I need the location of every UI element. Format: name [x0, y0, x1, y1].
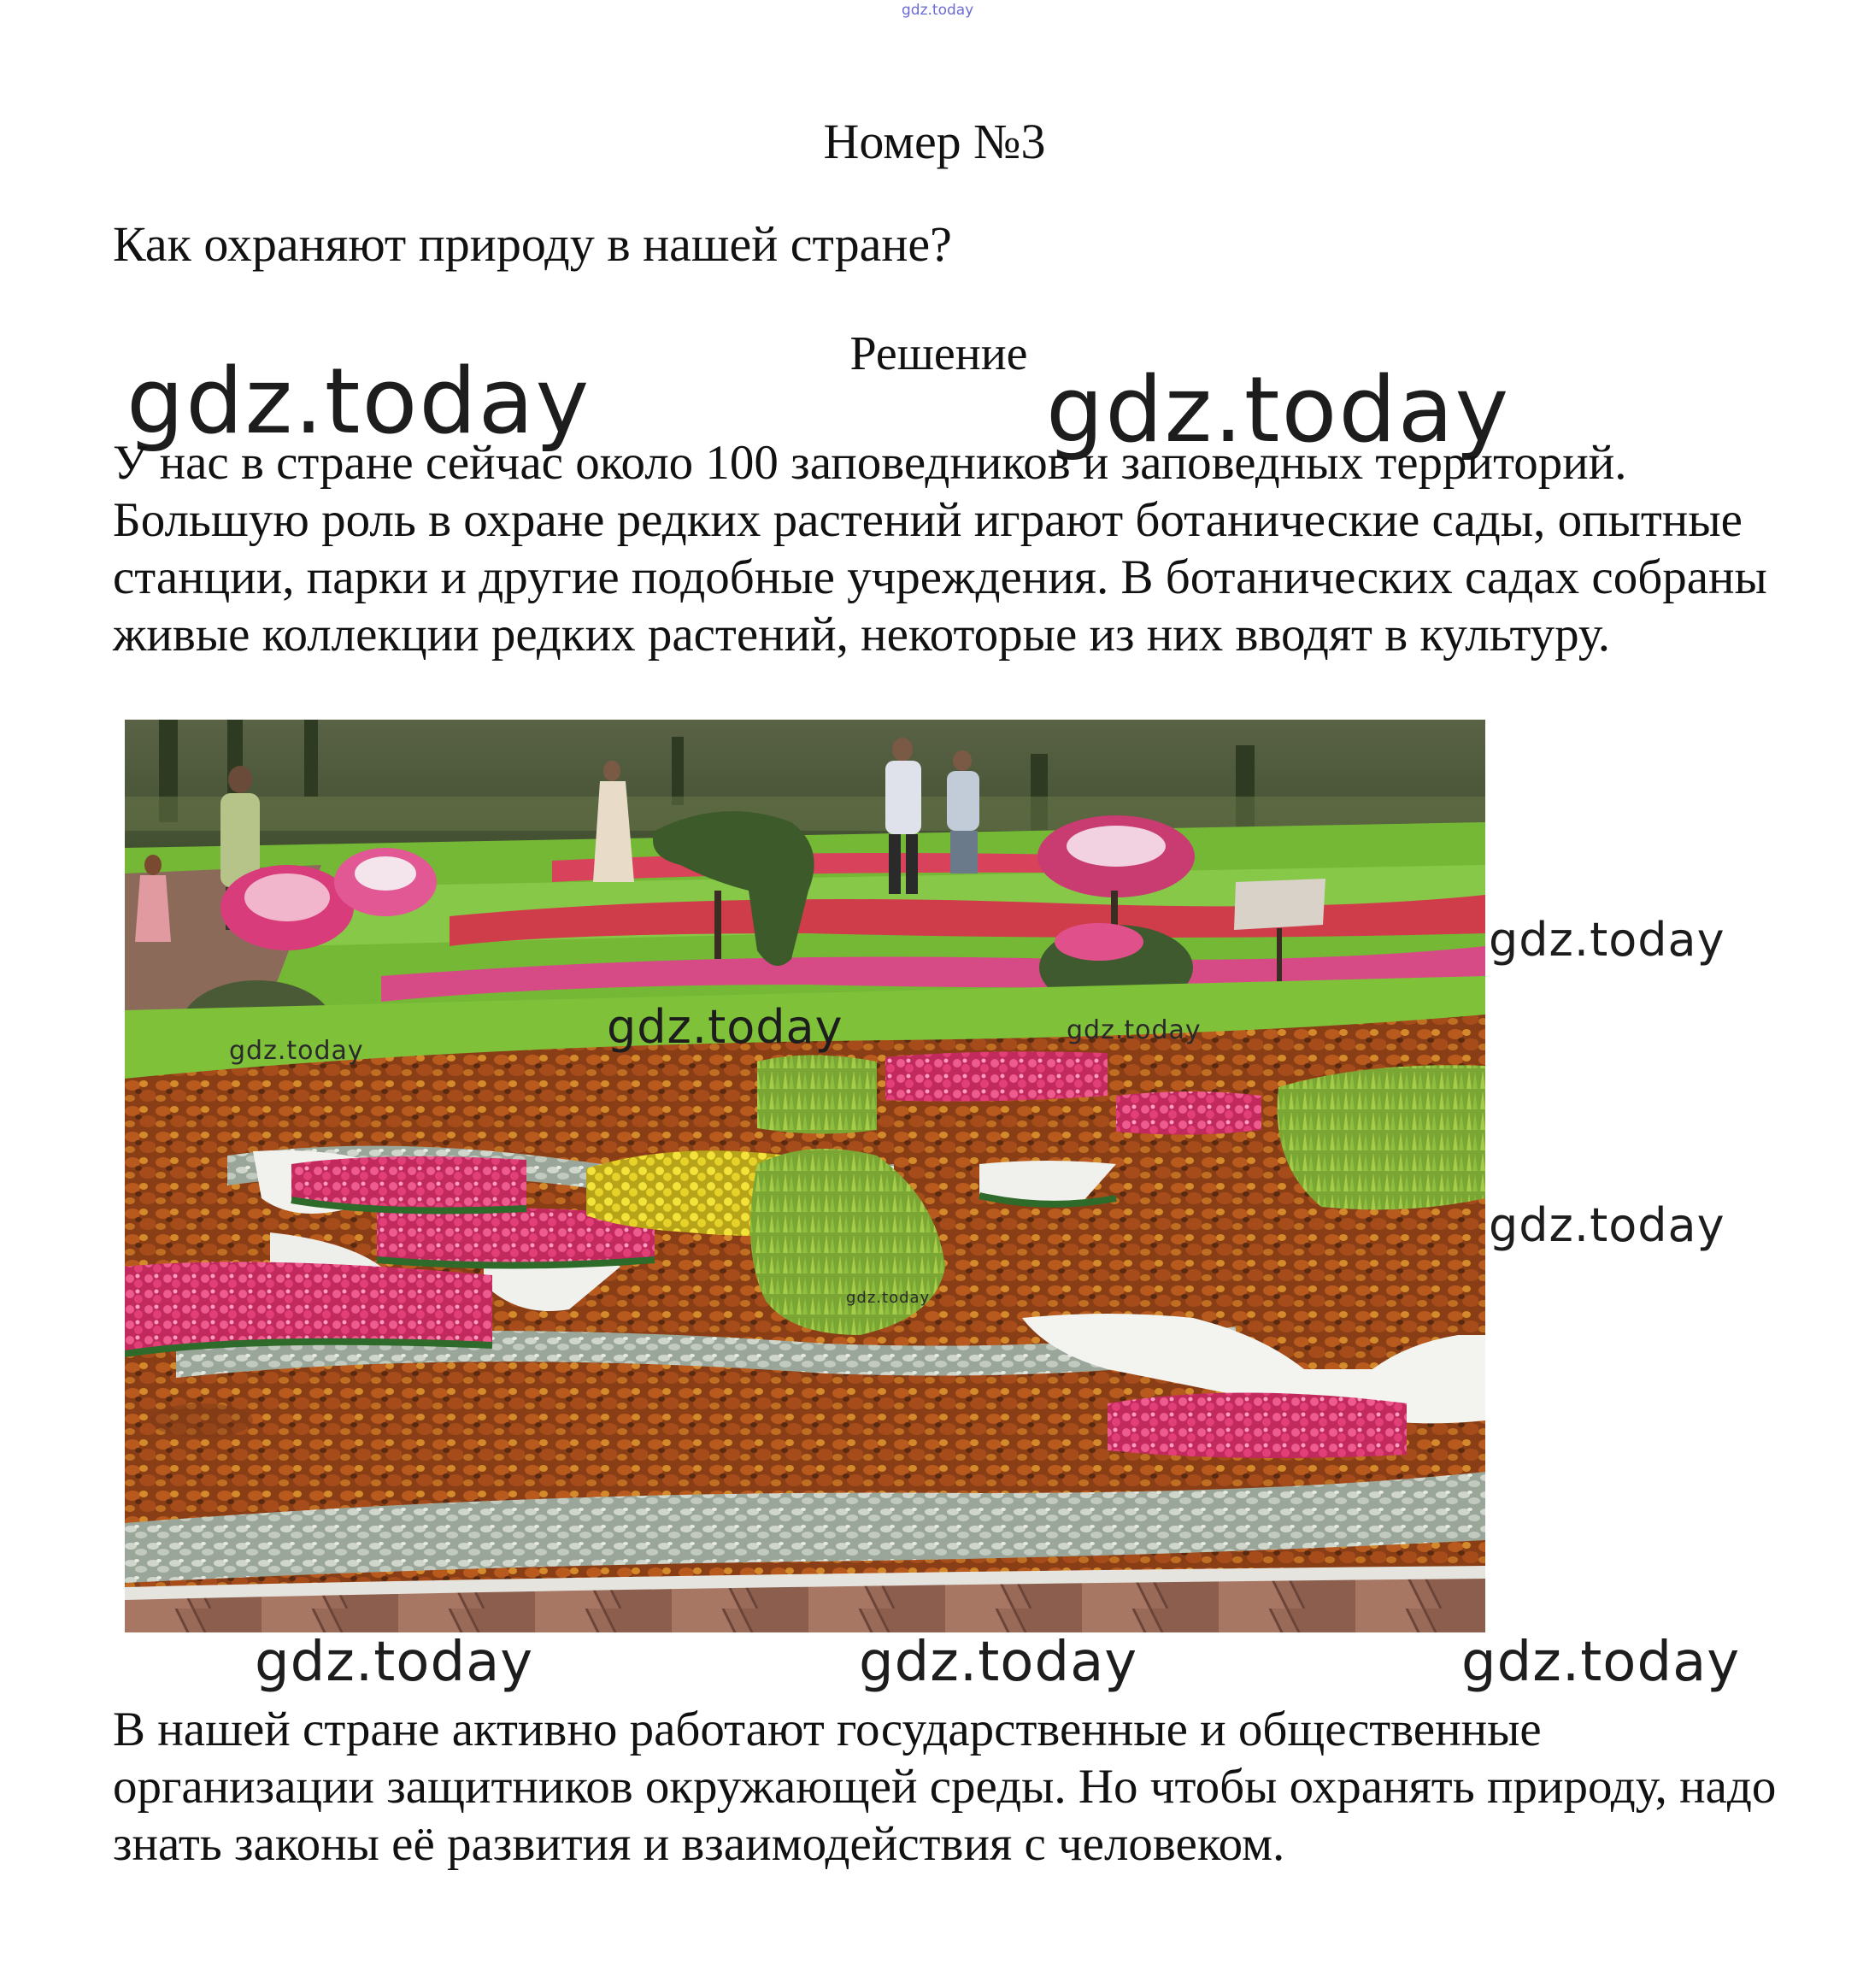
page-title: Номер №3: [823, 114, 1046, 169]
watermark-large: gdz.today: [1046, 357, 1511, 462]
watermark-right: gdz.today: [1489, 913, 1725, 967]
watermark-photo-tiny: gdz.today: [846, 1289, 931, 1307]
watermark-right: gdz.today: [1489, 1198, 1725, 1252]
solution-paragraph-2: В нашей стране активно работают государственные и общественные организации защитников окружающей среды. Но чтобы охранять природу, надо знать законы её развития и взаимодействия с человеком.: [113, 1703, 1777, 1871]
solution-heading: Решение: [849, 327, 1028, 380]
watermark-large: gdz.today: [126, 349, 591, 454]
watermark-photo-small: gdz.today: [229, 1036, 364, 1066]
watermark-row: gdz.today: [859, 1631, 1138, 1694]
solution-paragraph-1: У нас в стране сейчас около 100 заповедников и заповедных территорий. Большую роль в охране редких растений играют ботанические сады, опытные станции, парки и другие подобные учреждения. В ботанических садах собраны живые коллекции редких растений, некоторые из них вводят в культуру.: [113, 436, 1767, 662]
watermark-row: gdz.today: [1461, 1631, 1741, 1694]
watermark-photo: gdz.today: [607, 1000, 843, 1054]
watermark-row: gdz.today: [255, 1631, 534, 1694]
question-text: Как охраняют природу в нашей стране?: [113, 216, 952, 272]
garden-photo: [125, 720, 1485, 1632]
watermark-photo-small: gdz.today: [1067, 1015, 1202, 1045]
top-watermark: gdz.today: [902, 2, 974, 19]
